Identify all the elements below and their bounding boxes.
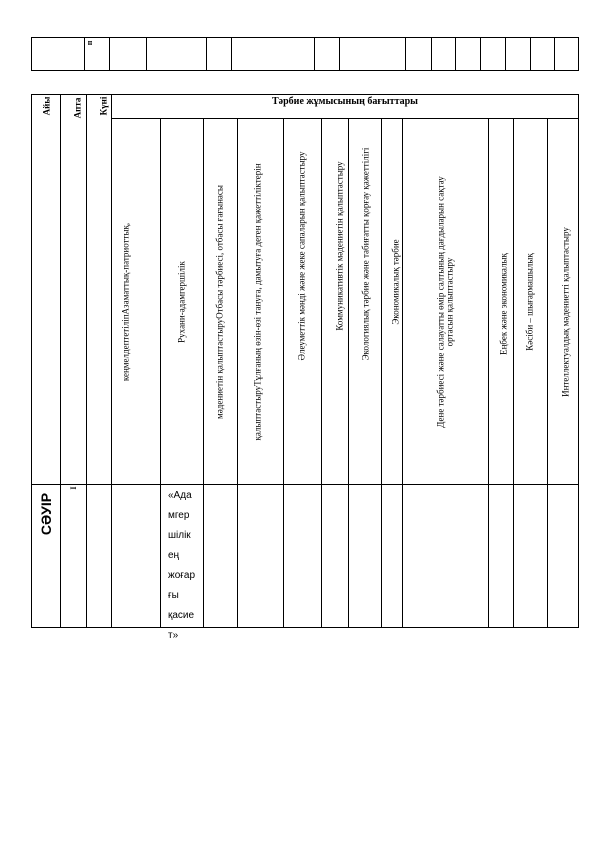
- direction-communicative-culture: Коммуникативтік мәдениетін қалыптастыру: [334, 161, 345, 331]
- top-divider: [455, 37, 456, 71]
- column-header-month: Айы: [41, 96, 52, 116]
- top-divider: [314, 37, 315, 71]
- event-entry: «Ада мгер шілік ең жоғар ғы қасие т»: [168, 490, 196, 641]
- top-divider: [530, 37, 531, 71]
- top-divider: [109, 37, 110, 71]
- column-divider: [402, 118, 403, 628]
- direction-social-qualities: Әлеуметтік мәнді және жеке сапаларын қалыптастыру: [296, 151, 307, 361]
- column-divider: [111, 94, 112, 628]
- column-header-week: Апта: [72, 97, 83, 119]
- direction-civic-patriotic: кеңмелдептетіліпАзаматтық-патриоттық,: [120, 222, 131, 382]
- month-label: СӘУІР: [38, 492, 54, 536]
- top-divider: [206, 37, 207, 71]
- top-divider: [554, 37, 555, 71]
- direction-ecological: Экологиялық тәрбие және табиғатты қорғау қажеттілігі: [360, 147, 371, 361]
- column-divider: [381, 118, 382, 628]
- top-divider: [480, 37, 481, 71]
- top-divider: [505, 37, 506, 71]
- direction-economic: Экономикалық тәрбие: [390, 239, 401, 325]
- top-divider: [405, 37, 406, 71]
- column-divider: [513, 118, 514, 628]
- top-divider: [339, 37, 340, 71]
- direction-spiritual-moral: Рухани-адамгершілік: [176, 261, 187, 343]
- header-row-divider: [31, 484, 579, 485]
- direction-labor-economic: Еңбек және экономикалық: [498, 253, 509, 355]
- direction-self-development: қалыптастыруТұлғаның өзін-өзі тануға, дамытуға деген қажеттіліктерін: [252, 163, 263, 441]
- top-fragment-label: п: [84, 40, 94, 46]
- column-header-day: Күні: [98, 96, 109, 116]
- top-divider: [146, 37, 147, 71]
- column-divider: [60, 94, 61, 628]
- direction-physical-health: Дене тәрбиесі және салауатты өмір салтының дағдыларын сақтау ортасын қалыптастыру: [435, 176, 455, 428]
- table-title: Тәрбие жұмысының бағыттары: [272, 96, 418, 107]
- direction-family-education: мәдениетін қалыптастыруОтбасы тәрбиесі, отбасы ғағынасы: [214, 185, 225, 419]
- title-row-divider: [111, 118, 579, 119]
- column-divider: [348, 118, 349, 628]
- top-strip-border: [31, 37, 579, 71]
- top-divider: [231, 37, 232, 71]
- column-divider: [203, 118, 204, 628]
- direction-creative-professional: Кәсіби – шығармашылық: [524, 253, 535, 351]
- column-divider: [283, 118, 284, 628]
- column-divider: [547, 118, 548, 628]
- week-label: I: [68, 486, 78, 490]
- column-divider: [86, 94, 87, 628]
- direction-intellectual-culture: Интеллектуалдық мәдениетті қалыптастыру: [560, 227, 571, 397]
- column-divider: [321, 118, 322, 628]
- column-divider: [237, 118, 238, 628]
- column-divider: [488, 118, 489, 628]
- column-divider: [160, 118, 161, 628]
- top-divider: [431, 37, 432, 71]
